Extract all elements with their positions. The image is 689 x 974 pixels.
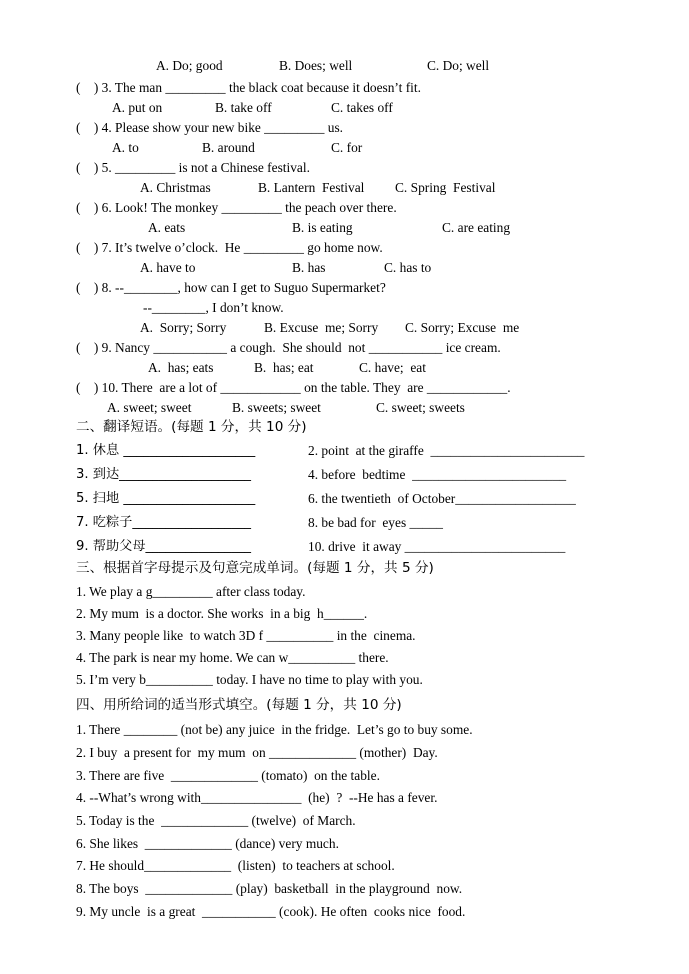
section-4-heading: 四、用所给词的适当形式填空。(每题 1 分，共 10 分) xyxy=(76,697,402,713)
section-2-heading: 二、翻译短语。(每题 1 分，共 10 分) xyxy=(76,419,307,435)
translate-item-10: 10. drive it away ________________________ xyxy=(308,539,566,554)
option-a: A. to xyxy=(112,140,139,155)
option-b: B. Excuse me; Sorry xyxy=(264,320,379,335)
fill-item-6: 6. She likes _____________ (dance) very much. xyxy=(76,836,339,851)
translate-item-9: 9. 帮助父母________________ xyxy=(76,539,252,554)
fill-item-7: 7. He should_____________ (listen) to teachers at school. xyxy=(76,858,395,873)
question-9: ( ) 9. Nancy ___________ a cough. She should not ___________ ice cream. xyxy=(76,340,501,355)
option-b: B. take off xyxy=(215,100,272,115)
fill-item-8: 8. The boys _____________ (play) basketball in the playground now. xyxy=(76,881,463,896)
question-8-reply: --________, I don’t know. xyxy=(143,300,284,315)
option-b: B. Lantern Festival xyxy=(258,180,365,195)
question-3: ( ) 3. The man _________ the black coat because it doesn’t fit. xyxy=(76,80,421,95)
option-b: B. has xyxy=(292,260,326,275)
option-a: A. Do; good xyxy=(156,58,223,73)
fill-item-5: 5. Today is the _____________ (twelve) of March. xyxy=(76,813,356,828)
translate-item-6: 6. the twentieth of October__________________ xyxy=(308,491,576,506)
translate-item-5: 5. 扫地 ____________________ xyxy=(76,491,256,506)
option-a: A. have to xyxy=(140,260,196,275)
option-c: C. are eating xyxy=(442,220,511,235)
word-item-1: 1. We play a g_________ after class today. xyxy=(76,584,306,599)
option-a: A. eats xyxy=(148,220,186,235)
fill-item-1: 1. There ________ (not be) any juice in the fridge. Let’s go to buy some. xyxy=(76,722,473,737)
option-c: C. takes off xyxy=(331,100,393,115)
word-item-5: 5. I’m very b__________ today. I have no time to play with you. xyxy=(76,672,423,687)
word-item-3: 3. Many people like to watch 3D f __________ in the cinema. xyxy=(76,628,416,643)
option-c: C. Spring Festival xyxy=(395,180,496,195)
option-b: B. around xyxy=(202,140,255,155)
word-item-4: 4. The park is near my home. We can w__________ there. xyxy=(76,650,389,665)
question-5: ( ) 5. _________ is not a Chinese festival. xyxy=(76,160,310,175)
fill-item-9: 9. My uncle is a great ___________ (cook). He often cooks nice food. xyxy=(76,904,466,919)
question-8: ( ) 8. --________, how can I get to Suguo Supermarket? xyxy=(76,280,386,295)
option-a: A. Christmas xyxy=(140,180,211,195)
option-a: A. Sorry; Sorry xyxy=(140,320,227,335)
fill-item-2: 2. I buy a present for my mum on _____________ (mother) Day. xyxy=(76,745,438,760)
option-c: C. Sorry; Excuse me xyxy=(405,320,520,335)
fill-item-3: 3. There are five _____________ (tomato) on the table. xyxy=(76,768,380,783)
translate-item-2: 2. point at the giraffe _______________________ xyxy=(308,443,585,458)
option-c: C. have; eat xyxy=(359,360,426,375)
option-a: A. sweet; sweet xyxy=(107,400,192,415)
question-4: ( ) 4. Please show your new bike _________ us. xyxy=(76,120,344,135)
option-b: B. sweets; sweet xyxy=(232,400,321,415)
section-3-heading: 三、根据首字母提示及句意完成单词。(每题 1 分，共 5 分) xyxy=(76,560,434,576)
word-item-2: 2. My mum is a doctor. She works in a big h______. xyxy=(76,606,368,621)
option-a: A. has; eats xyxy=(148,360,214,375)
option-b: B. Does; well xyxy=(279,58,353,73)
option-a: A. put on xyxy=(112,100,163,115)
question-10: ( ) 10. There are a lot of ____________ on the table. They are ____________. xyxy=(76,380,511,395)
option-c: C. has to xyxy=(384,260,432,275)
option-b: B. has; eat xyxy=(254,360,314,375)
fill-item-4: 4. --What’s wrong with_______________ (he) ? --He has a fever. xyxy=(76,790,438,805)
option-c: C. Do; well xyxy=(427,58,490,73)
question-7: ( ) 7. It’s twelve o’clock. He _________ go home now. xyxy=(76,240,383,255)
translate-item-3: 3. 到达____________________ xyxy=(76,467,252,482)
option-c: C. for xyxy=(331,140,363,155)
translate-item-7: 7. 吃粽子__________________ xyxy=(76,515,252,530)
option-b: B. is eating xyxy=(292,220,353,235)
question-6: ( ) 6. Look! The monkey _________ the peach over there. xyxy=(76,200,397,215)
translate-item-1: 1. 休息 ____________________ xyxy=(76,443,256,458)
option-c: C. sweet; sweets xyxy=(376,400,465,415)
translate-item-8: 8. be bad for eyes _____ xyxy=(308,515,443,530)
translate-item-4: 4. before bedtime _______________________ xyxy=(308,467,567,482)
